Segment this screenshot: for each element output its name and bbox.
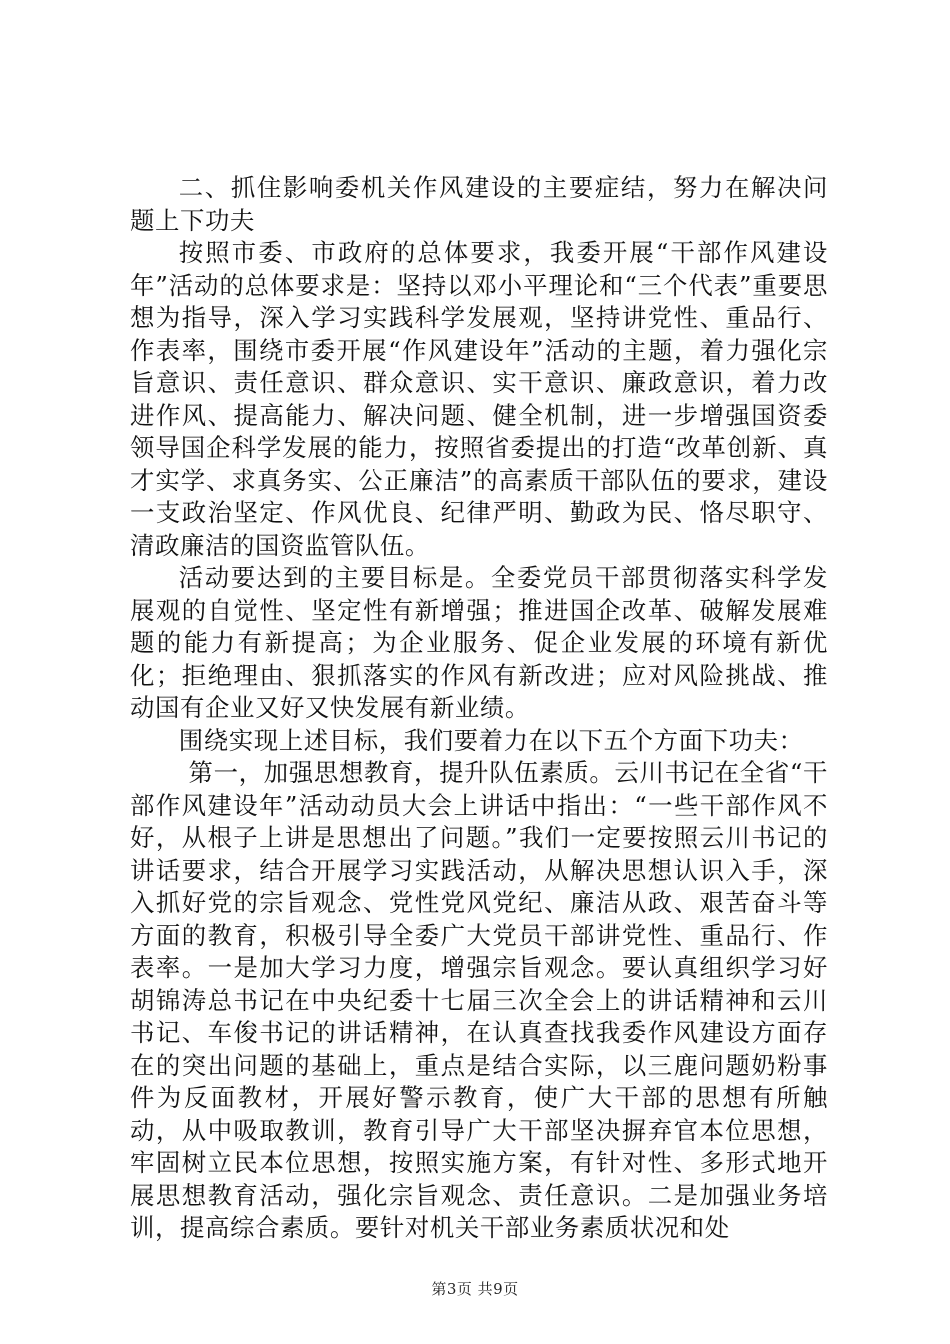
paragraph-overall-requirements: 按照市委、市政府的总体要求，我委开展“干部作风建设年”活动的总体要求是：坚持以邓小平理论和“三个代表”重要思想为指导，深入学习实践科学发展观，坚持讲党性、重品行、作表率，围绕市委开展“作风建设年”活动的主题，着力强化宗旨意识、责任意识、群众意识、实干意识、廉政意识，着力改进作风、提高能力、解决问题、健全机制，进一步增强国资委领导国企科学发展的能力，按照省委提出的打造“改革创新、真才实学、求真务实、公正廉洁”的高素质干部队伍的要求，建设一支政治坚定、作风优良、纪律严明、勤政为民、恪尽职守、清政廉洁的国资监管队伍。 xyxy=(130,238,828,560)
paragraph-five-aspects: 围绕实现上述目标，我们要着力在以下五个方面下功夫： xyxy=(178,725,804,755)
section-heading: 二、抓住影响委机关作风建设的主要症结，努力在解决问题上下功夫 xyxy=(130,173,828,235)
paragraph-main-goals: 活动要达到的主要目标是。全委党员干部贯彻落实科学发展观的自觉性、坚定性有新增强；推进国企改革、破解发展难题的能力有新提高；为企业服务、促企业发展的环境有新优化；拒绝理由、狠抓落实的作风有新改进；应对风险挑战、推动国有企业又好又快发展有新业绩。 xyxy=(130,563,828,722)
document-body xyxy=(130,172,828,1245)
page-footer: 第3页 共9页 xyxy=(431,1280,519,1298)
paragraph-first-point: 第一，加强思想教育，提升队伍素质。云川书记在全省“干部作风建设年”活动动员大会上讲话中指出：“一些干部作风不好，从根子上讲是思想出了问题。”我们一定要按照云川书记的讲话要求，结合开展学习实践活动，从解决思想认识入手，深入抓好党的宗旨观念、党性党风党纪、廉洁从政、艰苦奋斗等方面的教育，积极引导全委广大党员干部讲党性、重品行、作表率。一是加大学习力度，增强宗旨观念。要认真组织学习好胡锦涛总书记在中央纪委十七届三次全会上的讲话精神和云川书记、车俊书记的讲话精神，在认真查找我委作风建设方面存在的突出问题的基础上，重点是结合实际，以三鹿问题奶粉事件为反面教材，开展好警示教育，使广大干部的思想有所触动，从中吸取教训，教育引导广大干部坚决摒弃官本位思想，牢固树立民本位思想，按照实施方案，有针对性、多形式地开展思想教育活动，强化宗旨观念、责任意识。二是加强业务培训，提高综合素质。要针对机关干部业务素质状况和处 xyxy=(130,758,828,1242)
